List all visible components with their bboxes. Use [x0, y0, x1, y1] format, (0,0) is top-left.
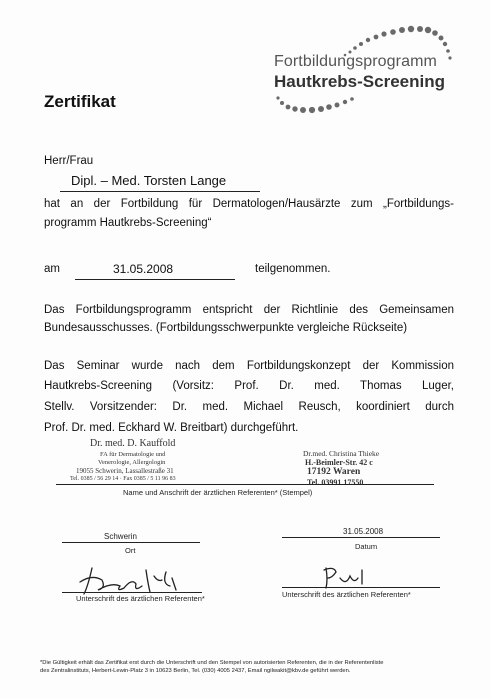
stamp-left-line-3: Venerologie, Allergologin: [98, 459, 166, 466]
stamp-left-line-2: FA für Dermatologie und: [100, 451, 166, 458]
logo-line-2: Hautkrebs-Screening: [274, 72, 445, 91]
paragraph-1-line-2: Bundesausschusses. (Fortbildungsschwerpunkte vergleiche Rückseite): [44, 322, 408, 334]
signature-right-caption: Unterschrift des ärztlichen Referenten*: [282, 590, 411, 599]
date-label: Datum: [355, 542, 378, 551]
stamp-right-line-2: H.-Beimler-Str. 42 c: [305, 458, 373, 467]
date-prefix: am: [44, 263, 60, 275]
footnote-line-2: des Zentralinstituts, Herbert-Lewin-Platz 3 in 10623 Berlin, Tel. (030) 4005 2437, Email ngilwakit@kbv.de geführt werden.: [40, 668, 351, 674]
place-value: Schwerin: [104, 532, 137, 541]
program-logo: [268, 20, 468, 120]
stamp-line: [56, 484, 434, 485]
stamp-left-line-5: Tel. 0385 / 56 29 14 · Fax 0385 / 5 11 96 83: [70, 476, 176, 482]
date-value: 31.05.2008: [343, 527, 384, 536]
stamp-left-line-4: 19055 Schwerin, Lassallestraße 31: [76, 467, 174, 475]
logo-line-1: Fortbildungsprogramm: [274, 53, 437, 70]
stamp-right-line-3: 17192 Waren: [307, 467, 361, 477]
intro-line-2: programm Hautkrebs-Screening“: [44, 217, 212, 229]
date-underline: [75, 279, 235, 280]
participant-name: Dipl. – Med. Torsten Lange: [71, 173, 227, 188]
footnote-line-1: *Die Gültigkeit erhält das Zertifikat erst durch die Unterschrift und den Stempel von autorisierten Referenten, die in der Referentenliste: [40, 660, 384, 666]
paragraph-2-line-4: Prof. Dr. med. Eckhard W. Breitbart) durchgeführt.: [44, 422, 299, 434]
paragraph-2-line-3: Stellv. Vorsitzender: Dr. med. Michael Reusch, koordiniert durch: [44, 401, 454, 413]
date-suffix: teilgenommen.: [255, 263, 331, 275]
participation-date: 31.05.2008: [113, 262, 174, 276]
stamp-left-line-1: Dr. med. D. Kauffold: [90, 438, 176, 449]
salutation: Herr/Frau: [44, 155, 94, 167]
paragraph-1-line-1: Das Fortbildungsprogramm entspricht der Richtlinie des Gemeinsamen: [44, 304, 454, 316]
place-line: [62, 542, 200, 543]
stamp-caption: Name und Anschrift der ärztlichen Referenten* (Stempel): [123, 488, 313, 497]
paragraph-2-line-1: Das Seminar wurde nach dem Fortbildungskonzept der Kommission: [44, 360, 454, 372]
stamp-right-line-1: Dr.med. Christina Thieke: [303, 449, 380, 458]
place-label: Ort: [125, 546, 136, 555]
date-line: [282, 537, 440, 538]
paragraph-2-line-2: Hautkrebs-Screening (Vorsitz: Prof. Dr. med. Thomas Luger,: [44, 380, 454, 392]
name-underline: [60, 191, 260, 192]
signature-left-caption: Unterschrift des ärztlichen Referenten*: [76, 594, 205, 603]
stamp-right-line-4: Tel. 03991 17550: [307, 478, 364, 487]
page-title: Zertifikat: [44, 92, 116, 111]
signature-right-line: [282, 587, 440, 588]
signature-left-line: [62, 592, 202, 593]
intro-line-1: hat an der Fortbildung für Dermatologen/Hausärzte zum „Fortbildungs-: [44, 198, 454, 210]
